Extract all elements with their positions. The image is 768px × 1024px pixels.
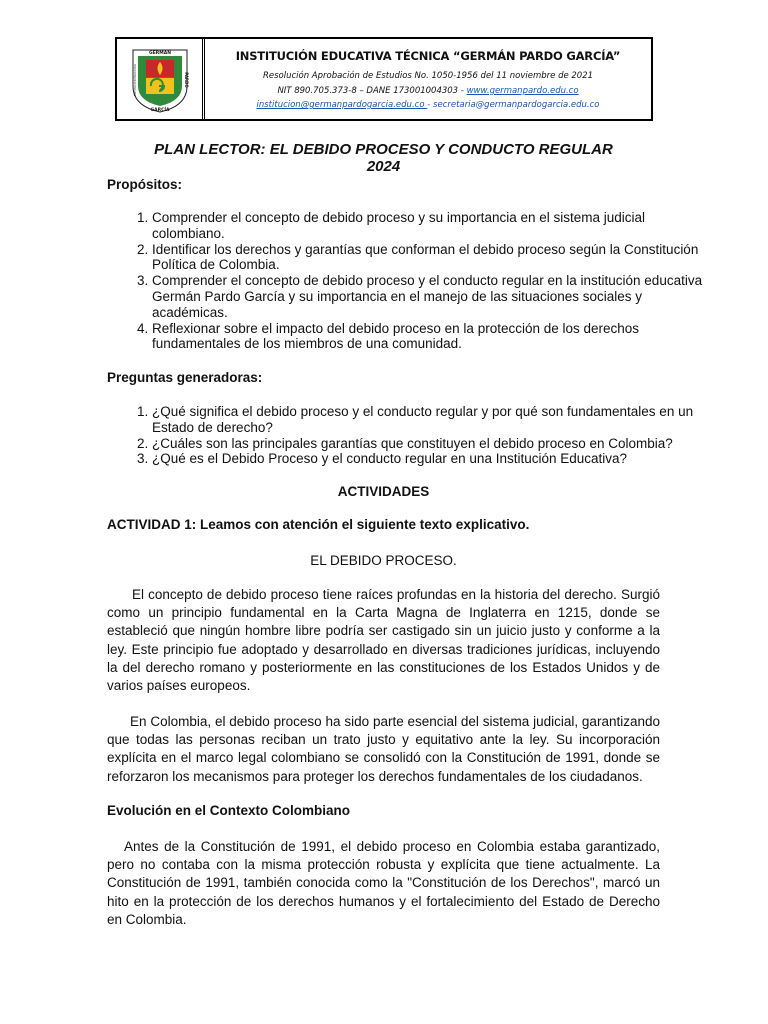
title-line-1: PLAN LECTOR: EL DEBIDO PROCESO Y CONDUCTO REGULAR <box>154 141 613 158</box>
pregunta-item: 1. ¿Qué significa el debido proceso y el conducto regular y por qué son fundamentales en un Estado de derecho? <box>152 404 705 436</box>
propositos-label: Propósitos: <box>107 177 183 192</box>
section-title: EL DEBIDO PROCESO. <box>310 553 457 568</box>
proposito-item: 1. Comprender el concepto de debido proceso y su importancia en el sistema judicial colombiano. <box>152 210 705 242</box>
logo-right-text: PARDO <box>183 72 189 88</box>
paragraph-2: En Colombia, el debido proceso ha sido parte esencial del sistema judicial, garantizando que todas las personas reciban un trato justo y equitativo ante la ley. Su incorporación explícita en el marco legal colombiano se consolidó con la Constitución de 1991, donde se reforzaron los mecanismos para proteger los derechos fundamentales de los ciudadanos. <box>107 714 660 784</box>
pregunta-item: 3. ¿Qué es el Debido Proceso y el conducto regular en una Institución Educativa? <box>152 451 705 467</box>
email-institucion-link[interactable]: institucion@germanpardogarcia.edu.co <box>256 100 428 110</box>
propositos-list <box>107 210 705 352</box>
logo-cell <box>117 39 202 119</box>
school-crest-icon <box>129 44 191 114</box>
actividades-heading: ACTIVIDADES <box>337 484 430 499</box>
letterhead <box>115 37 653 121</box>
document-title <box>107 141 660 175</box>
email-separator: - <box>427 100 434 110</box>
activity-1-label: ACTIVIDAD 1: Leamos con atención el siguiente texto explicativo. <box>107 517 530 532</box>
resolution-line: Resolución Aprobación de Estudios No. 1050-1956 del 11 noviembre de 2021 <box>262 71 594 81</box>
paragraph-1: El concepto de debido proceso tiene raíces profundas en la historia del derecho. Surgió como un principio fundamental en la Carta Magna de Inglaterra en 1215, donde se estableció que ningún hombre libre podría ser castigado sin un juicio justo y conforme a la ley. Este principio fue adoptado y desarrollado en diversas tradiciones jurídicas, incluyendo la del derecho romano y posteriormente en las constituciones de los Estados Unidos y de varios países europeos. <box>107 587 660 694</box>
subheading-evolucion: Evolución en el Contexto Colombiano <box>107 803 351 818</box>
preguntas-label: Preguntas generadoras: <box>107 370 263 385</box>
pregunta-item: 2. ¿Cuáles son las principales garantías que constituyen el debido proceso en Colombia? <box>152 436 705 452</box>
proposito-item: 2. Identificar los derechos y garantías que conforman el debido proceso según la Constitución Política de Colombia. <box>152 242 705 274</box>
proposito-item: 3. Comprender el concepto de debido proceso y el conducto regular en la institución educativa Germán Pardo García y su importancia en el manejo de las situaciones sociales y académicas. <box>152 273 705 320</box>
proposito-item: 4. Reflexionar sobre el impacto del debido proceso en la protección de los derechos fundamentales de los miembros de una comunidad. <box>152 321 705 353</box>
logo-top-text: GERMÁN <box>148 51 171 56</box>
email-secretaria-link[interactable]: secretaria@germanpardogarcia.edu.co <box>433 100 600 110</box>
website-link[interactable]: www.germanpardo.edu.co <box>466 85 579 96</box>
preguntas-list <box>107 404 705 467</box>
paragraph-3: Antes de la Constitución de 1991, el debido proceso en Colombia estaba garantizado, pero no contaba con la misma protección robusta y explícita que tiene actualmente. La Constitución de 1991, también conocida como la "Constitución de los Derechos", marcó un hito en la protección de los derechos humanos y el fortalecimiento del Estado de Derecho en Colombia. <box>107 839 660 927</box>
institution-name: INSTITUCIÓN EDUCATIVA TÉCNICA “GERMÁN PARDO GARCÍA” <box>235 49 621 63</box>
logo-bottom-text: GARCÍA <box>149 108 170 113</box>
nit-text: NIT 890.705.373-8 – DANE 173001004303 - <box>277 85 467 96</box>
header-text <box>205 39 651 119</box>
title-line-2: 2024 <box>366 158 401 175</box>
email-line <box>205 98 651 113</box>
nit-line <box>205 84 651 99</box>
logo-left-text: INSTITUCIÓN EDUCATIVA <box>133 63 137 97</box>
